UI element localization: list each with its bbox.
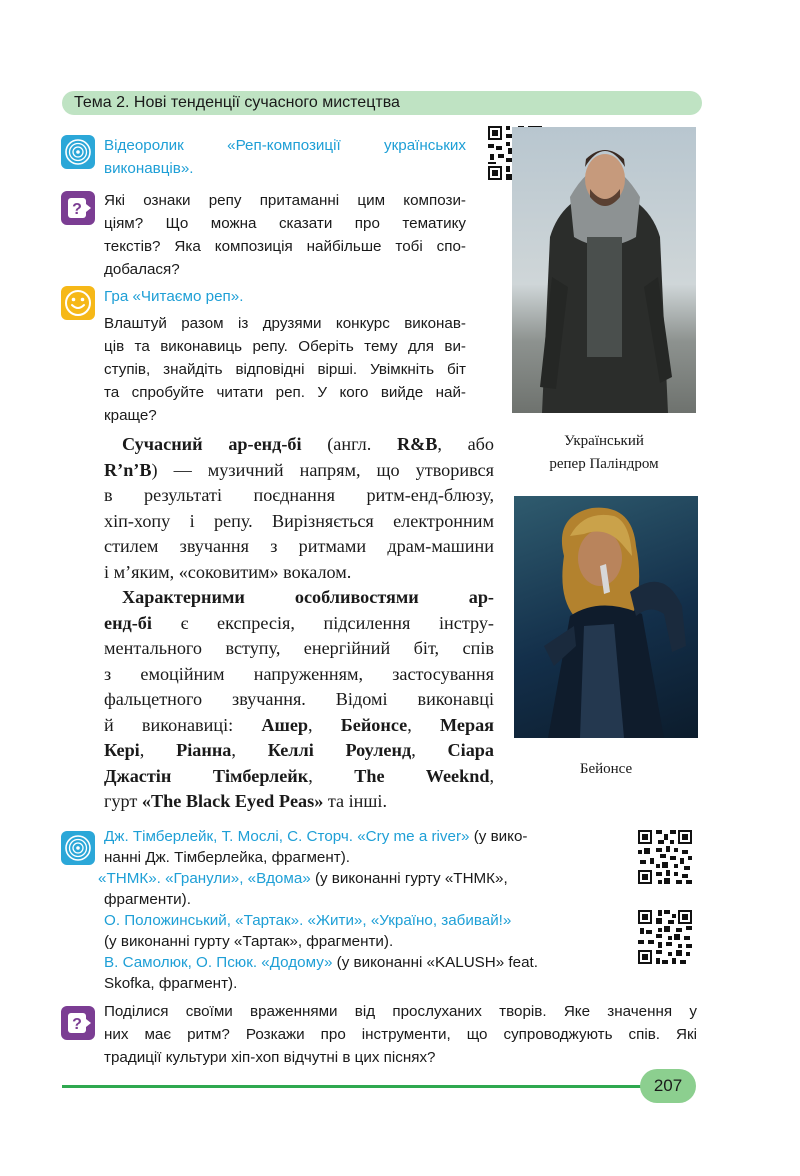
disc-icon — [61, 831, 95, 865]
term-bold: енд-бі — [104, 612, 152, 633]
artist-name: Бейонсе — [340, 714, 408, 735]
track-link[interactable]: В. Самолюк, О. Псюк. «Додому» — [104, 954, 333, 971]
text-line — [104, 432, 494, 458]
text-span: , — [139, 740, 177, 760]
term-bold: R’n’B — [104, 459, 152, 480]
disc-icon — [61, 135, 95, 169]
listening-list — [98, 826, 616, 994]
video-line-2: виконавців». — [104, 160, 194, 177]
text-line: Поділися своїми враженнями від прослуханих творів. Яке значення у — [104, 1003, 697, 1020]
artist-name: Сіара — [447, 740, 495, 760]
text-span: є експресія, підсилення інстру- — [151, 612, 494, 633]
text-span: (у виконанні гурту «ТНМК», — [310, 870, 508, 887]
text-line: Влаштуй разом із друзями конкурс виконав- — [104, 315, 466, 332]
text-span: (у вико- — [469, 828, 528, 845]
track-link[interactable]: «ТНМК». «Гранули», «Вдома» — [98, 870, 311, 887]
text-line: ментального вступу, енергійний біт, спів — [104, 638, 494, 658]
text-span: , — [231, 740, 268, 760]
text-line — [104, 789, 494, 815]
rnb-features — [104, 585, 494, 815]
photo-beyonce-caption: Бейонсе — [579, 761, 633, 777]
artist-name: Ашер — [261, 714, 309, 735]
listen-item-2[interactable] — [98, 868, 616, 889]
text-line: ців та виконавиць репу. Оберіть тему для ви- — [104, 338, 466, 355]
text-line: фрагменти). — [104, 891, 191, 908]
final-question — [104, 1000, 697, 1069]
text-line — [104, 738, 494, 764]
artist-name: «The Black Eyed Peas» — [141, 791, 324, 811]
text-span: й виконавиці: — [104, 714, 262, 735]
text-span: , — [411, 740, 448, 760]
rnb-definition — [104, 432, 494, 585]
text-span: , — [308, 765, 355, 786]
smile-icon — [61, 286, 95, 320]
photo-beyonce — [514, 496, 698, 738]
text-line: і м’яким, «соковитим» вокалом. — [104, 561, 352, 582]
artist-name: The Weeknd — [354, 765, 490, 786]
term-bold: Сучасний ар-енд-бі — [122, 434, 302, 454]
rap-question — [104, 189, 466, 281]
text-line: краще? — [104, 407, 157, 424]
text-line: традиції культури хіп-хоп відчутні в цих піснях? — [104, 1049, 436, 1066]
term-bold: Характерними особливостями ар- — [122, 587, 494, 607]
text-line: (у виконанні гурту «Тартак», фрагменти). — [104, 933, 394, 950]
text-line: текстів? Яка композиція найбільше тобі спо- — [104, 238, 466, 255]
artist-name: Джастін Тімберлейк — [104, 765, 309, 786]
text-line: стилем звучання з ритмами драм-машини — [104, 536, 494, 556]
caption-line: Український — [564, 433, 644, 449]
text-span: та інші. — [323, 791, 388, 811]
text-line: нанні Дж. Тімберлейка, фрагмент). — [104, 849, 351, 866]
artist-name: Мерая — [439, 714, 495, 735]
video-link[interactable] — [104, 134, 466, 180]
caption-line: репер Паліндром — [549, 456, 659, 472]
qr-code-icon[interactable] — [636, 828, 694, 886]
text-line — [104, 611, 494, 637]
listen-item-4[interactable] — [104, 952, 616, 973]
text-line: ступів, знайдіть відповідні вірші. Увімкніть біт — [104, 361, 466, 378]
text-span: , або — [437, 434, 495, 454]
term-bold: R&B — [396, 434, 438, 454]
text-line: фальцетного звучання. Відомі виконавці — [104, 689, 494, 709]
question-icon — [61, 191, 95, 225]
artist-name: Келлі Роуленд — [267, 740, 412, 760]
track-link[interactable]: Дж. Тімберлейк, Т. Мослі, С. Сторч. «Cry me a river» — [104, 828, 470, 845]
text-line: та спробуйте читати реп. У кого вийде най- — [104, 384, 466, 401]
listen-item-1[interactable] — [104, 826, 616, 847]
qr-code-icon[interactable] — [636, 908, 694, 966]
text-line: хіп-хопу і репу. Вирізняється електронним — [104, 510, 494, 531]
artist-name: Ріанна — [176, 740, 232, 760]
text-line — [104, 458, 494, 484]
text-line: з емоційним напруженням, застосування — [104, 663, 494, 684]
question-icon — [61, 1006, 95, 1040]
footer-divider — [62, 1085, 688, 1088]
text-span: гурт — [104, 791, 142, 811]
text-line — [104, 764, 494, 790]
header-title: Тема 2. Нові тенденції сучасного мистецтва — [74, 94, 400, 111]
svg-text:?: ? — [72, 1016, 82, 1033]
track-link[interactable]: О. Положинський, «Тартак». «Жити», «Україно, забивай!» — [104, 912, 512, 929]
video-line-1: Відеоролик «Реп-композиції українських — [104, 137, 466, 154]
game-title: Гра «Читаємо реп». — [104, 288, 244, 305]
text-span: (у виконанні «KALUSH» feat. — [332, 954, 538, 971]
svg-text:?: ? — [72, 201, 82, 218]
text-line: добалася? — [104, 261, 180, 278]
photo-palindrom — [512, 127, 696, 413]
text-line: в результаті поєднання ритм-енд-блюзу, — [104, 485, 494, 505]
text-line — [104, 585, 494, 611]
text-line: ціям? Що можна сказати про тематику — [104, 215, 466, 232]
text-span: (англ. — [301, 434, 397, 454]
text-line: них має ритм? Розкажи про інструменти, що супроводжують спів. Які — [104, 1026, 697, 1043]
text-span: ) — музичний напрям, що утворився — [151, 459, 494, 480]
photo-palindrom-caption — [512, 430, 696, 476]
text-span: , — [308, 714, 341, 735]
page-number: 207 — [653, 1076, 683, 1095]
game-description — [104, 312, 466, 427]
text-line: Які ознаки репу притаманні цим компози- — [104, 192, 466, 209]
text-line — [104, 713, 494, 739]
text-line: Skofka, фрагмент). — [104, 975, 238, 992]
artist-name: Кері — [104, 740, 140, 760]
text-span: , — [407, 714, 440, 735]
text-span: , — [489, 765, 494, 786]
